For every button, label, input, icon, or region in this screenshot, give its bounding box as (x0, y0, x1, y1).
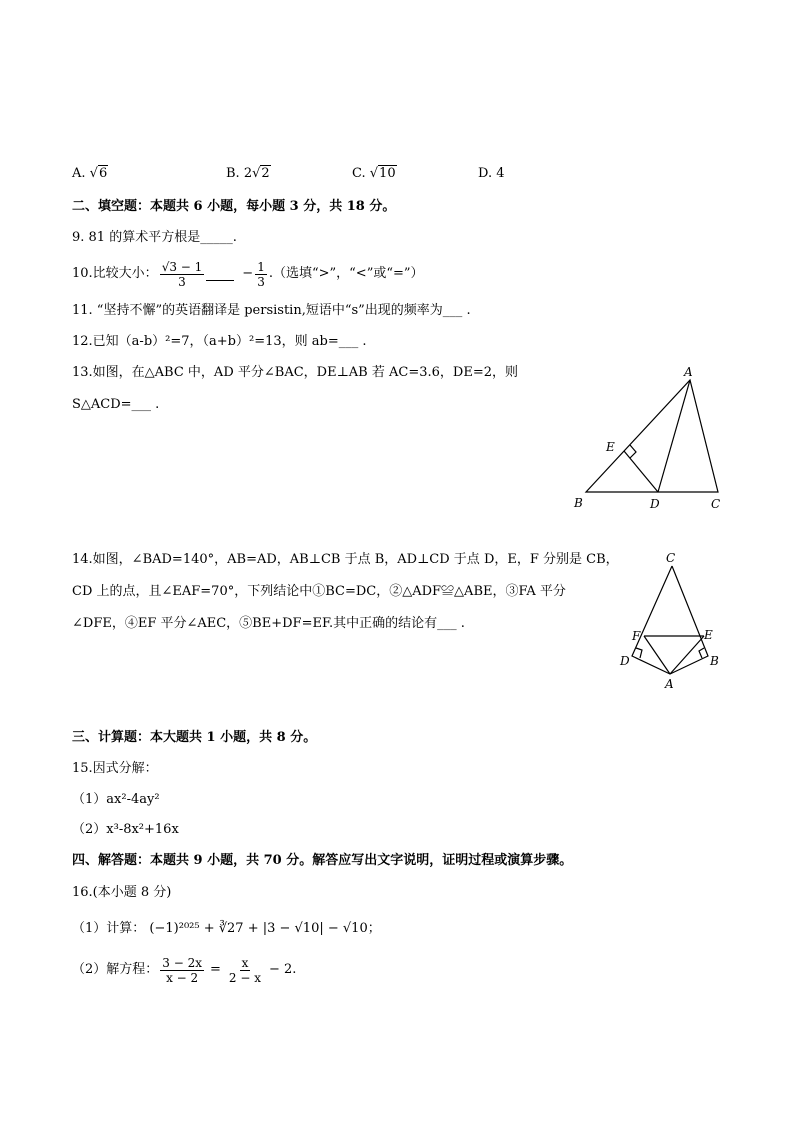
option-c-radicand: 10 (379, 166, 396, 181)
question-14-line3: ∠DFE，④EF 平分∠AEC，⑤BE+DF=EF.其中正确的结论有___ . (72, 616, 465, 631)
q16-part2-prefix: （2）解方程： (72, 962, 159, 977)
q10-blank (206, 268, 234, 281)
question-11: 11. “坚持不懈”的英语翻译是 persistin,短语中“s”出现的频率为___ . (72, 303, 471, 318)
q13-right-angle-mark (630, 445, 636, 458)
q14-label-f: F (632, 629, 641, 643)
question-16-part2 (72, 952, 296, 988)
q16-part1-expression: (−1)²⁰²⁵ + ∛27 + |3 − √10| − √10； (149, 921, 381, 936)
q16-equals: = (210, 962, 221, 977)
question-13-line1: 13.如图，在△ABC 中，AD 平分∠BAC，DE⊥AB 若 AC=3.6，DE=2，则 (72, 365, 518, 380)
q16-part1-prefix: （1）计算： (72, 921, 146, 936)
q10-frac1-denominator: 3 (178, 274, 186, 289)
q14-label-d: D (620, 654, 630, 668)
q10-fraction-2 (255, 260, 267, 289)
q14-label-a: A (665, 677, 674, 691)
option-b-coef: 2 (243, 166, 253, 181)
q14-label-b: B (710, 654, 719, 668)
q13-label-a: A (684, 365, 693, 379)
question-15-part2: （2）x³-8x²+16x (72, 822, 179, 837)
question-15-title: 15.因式分解： (72, 761, 158, 776)
q13-label-d: D (650, 497, 660, 511)
q13-label-b: B (574, 496, 583, 510)
q10-fraction-1 (160, 260, 205, 289)
section4-heading: 四、解答题：本题共 9 小题，共 70 分。解答应写出文字说明，证明过程或演算步骤。 (72, 853, 573, 868)
q14-label-e: E (704, 628, 713, 642)
question-13-line2: S△ACD=___ . (72, 397, 160, 412)
q14-label-c: C (666, 551, 676, 565)
q16-frac2-denominator: 2 − x (228, 970, 262, 985)
q10-frac1-numerator: √3 − 1 (161, 259, 203, 274)
q16-fraction-2 (227, 956, 263, 985)
question-9: 9. 81 的算术平方根是_____. (72, 230, 237, 245)
q14-quadrilateral-abcd (632, 566, 708, 674)
q10-prefix: 10.比较大小： (72, 266, 158, 281)
question-16-title: 16.(本小题 8 分) (72, 885, 172, 900)
option-b: B. 2√2 (226, 166, 270, 181)
section2-heading: 二、填空题：本题共 6 小题，每小题 3 分，共 18 分。 (72, 199, 396, 214)
q16-frac1-numerator: 3 − 2x (162, 955, 203, 970)
option-a-label: A. (72, 166, 86, 181)
q14-right-angle-mark-b (699, 648, 704, 658)
q14-right-angle-mark-d (636, 648, 642, 658)
section3-heading: 三、计算题：本大题共 1 小题，共 8 分。 (72, 730, 317, 745)
q10-frac2-numerator: 1 (257, 259, 265, 274)
q16-tail: − 2. (269, 962, 297, 977)
q13-triangle-figure (566, 362, 736, 514)
q13-label-c: C (711, 497, 721, 511)
question-12: 12.已知（a-b）²=7，（a+b）²=13，则 ab=___ . (72, 334, 367, 349)
q10-suffix: .（选填“>”，“<”或“=”） (268, 266, 424, 281)
question-14-line1: 14.如图，∠BAD=140°，AB=AD，AB⊥CB 于点 B，AD⊥CD 于点 D，E，F 分别是 CB， (72, 552, 619, 567)
option-c-label: C. (352, 166, 366, 181)
q16-frac2-numerator: x (241, 955, 249, 970)
q16-fraction-1 (160, 956, 204, 985)
q14-kite-figure (614, 550, 726, 692)
q10-frac2-denominator: 3 (257, 274, 265, 289)
option-b-radicand: 2 (261, 166, 270, 181)
option-b-label: B. (226, 166, 240, 181)
q14-segment-ea (670, 636, 704, 674)
option-a-radicand: 6 (98, 166, 108, 181)
option-c: C. √10 (352, 166, 396, 181)
question-14-line2: CD 上的点，且∠EAF=70°，下列结论中①BC=DC，②△ADF≌△ABE，③FA 平分 (72, 584, 566, 599)
option-d-label: D. 4 (478, 166, 505, 181)
q16-frac1-denominator: x − 2 (166, 970, 199, 985)
q10-minus: − (242, 266, 254, 281)
question-16-part1 (72, 920, 381, 938)
option-d (478, 166, 505, 181)
q13-segment-de (624, 451, 658, 492)
option-a: A. √6 (72, 166, 108, 181)
question-15-part1: （1）ax²-4ay² (72, 792, 160, 807)
q13-label-e: E (606, 440, 615, 454)
question-10 (72, 256, 424, 292)
q13-triangle-abc (586, 380, 718, 492)
